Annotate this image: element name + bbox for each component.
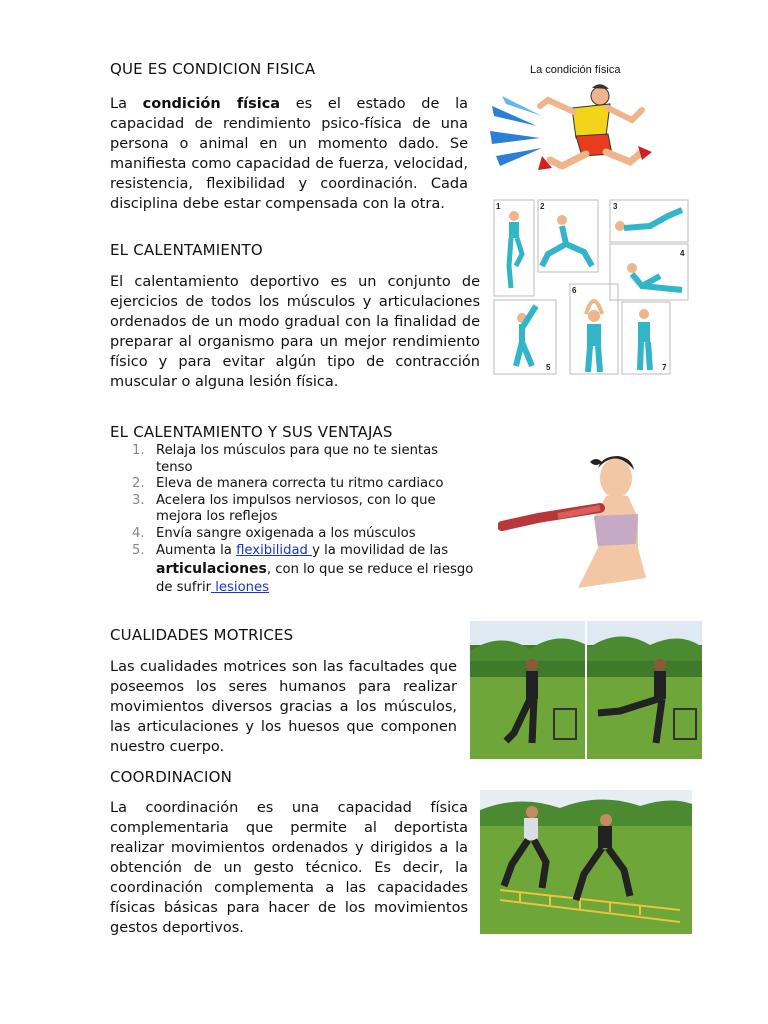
paragraph-body: es el estado de la capacidad de rendimiento psico-física de una persona o animal en un momento dado. Se manifiesta como capacidad de fuerza, velocidad, resistencia, flexibilidad y coordinación. Cada disciplina debe estar compensada con la otra. xyxy=(110,96,469,212)
list-text-c: , con lo que se reduce el riesgo de sufrir xyxy=(156,562,474,595)
stretching-illustration xyxy=(492,196,692,378)
list-text-a: Aumenta la xyxy=(156,543,237,558)
runner-figure xyxy=(482,56,682,184)
list-item xyxy=(110,542,476,597)
articulaciones-term: articulaciones xyxy=(156,561,267,577)
runner-caption: La condición física xyxy=(530,64,621,76)
stretch-number-3: 3 xyxy=(613,202,618,211)
list-number: 5. xyxy=(132,543,145,558)
stretch-number-5: 5 xyxy=(546,363,551,372)
list-item xyxy=(110,476,476,493)
ventajas-list xyxy=(110,443,476,597)
shoulder-stretch-illustration xyxy=(498,448,674,590)
agility-ladder-illustration xyxy=(480,790,692,934)
heading-ventajas: EL CALENTAMIENTO Y SUS VENTAJAS xyxy=(110,423,393,441)
stretch-number-4: 4 xyxy=(680,249,685,258)
list-number: 2. xyxy=(132,476,145,491)
stretch-number-6: 6 xyxy=(572,286,577,295)
paragraph-coordinacion: La coordinación es una capacidad física complementaria que permite al deportista realizar movimientos ordenados y dirigidos a la obtención de un gesto técnico. Es decir, la coordinación complementa a las capacidades físicas básicas para hacer de los movimientos gestos deportivos. xyxy=(110,800,468,936)
list-number: 1. xyxy=(132,443,145,458)
list-text-b: y la movilidad de las xyxy=(312,543,449,558)
agility-ladder-photo xyxy=(480,790,692,934)
stretch-number-2: 2 xyxy=(540,202,545,211)
leg-swing-illustration xyxy=(470,621,702,759)
heading-coordinacion: COORDINACION xyxy=(110,768,233,786)
paragraph-calentamiento: El calentamiento deportivo es un conjunto de ejercicios de todos los músculos y articulaciones ordenados de un modo gradual con la finalidad de preparar al organismo para un mejor rendimiento físico y para evitar algún tipo de contracción muscular o alguna lesión física. xyxy=(110,274,480,390)
list-text: Envía sangre oxigenada a los músculos xyxy=(156,525,416,541)
paragraph-cualidades-motrices: Las cualidades motrices son las facultades que poseemos los seres humanos para realizar movimientos diversos gracias a los músculos, las articulaciones y los huesos que componen nuestro cuerpo. xyxy=(110,659,457,755)
shoulder-stretch-figure xyxy=(498,448,674,590)
list-text: Eleva de manera correcta tu ritmo cardiaco xyxy=(156,476,444,491)
heading-calentamiento: EL CALENTAMIENTO xyxy=(110,241,263,259)
heading-condicion-fisica: QUE ES CONDICION FISICA xyxy=(110,60,316,78)
heading-cualidades-motrices: CUALIDADES MOTRICES xyxy=(110,626,294,644)
list-number: 4. xyxy=(132,525,145,541)
term-condicion-fisica: condición física xyxy=(142,96,281,112)
stretch-number-1: 1 xyxy=(496,202,501,211)
leg-swing-photo xyxy=(470,621,702,759)
lead-word: La xyxy=(110,96,127,112)
list-item xyxy=(110,443,476,476)
list-item xyxy=(110,493,476,526)
list-number: 3. xyxy=(132,492,145,508)
stretch-number-7: 7 xyxy=(662,363,667,372)
paragraph-condicion-fisica xyxy=(110,94,468,214)
lesiones-link[interactable]: lesiones xyxy=(211,580,269,595)
list-text: Acelera los impulsos nerviosos, con lo que mejora los reflejos xyxy=(156,492,436,524)
list-item xyxy=(110,526,476,543)
list-text: Relaja los músculos para que no te sientas tenso xyxy=(156,443,439,475)
flexibilidad-link[interactable]: flexibilidad xyxy=(236,543,313,558)
stretching-exercises-figure xyxy=(492,196,692,378)
